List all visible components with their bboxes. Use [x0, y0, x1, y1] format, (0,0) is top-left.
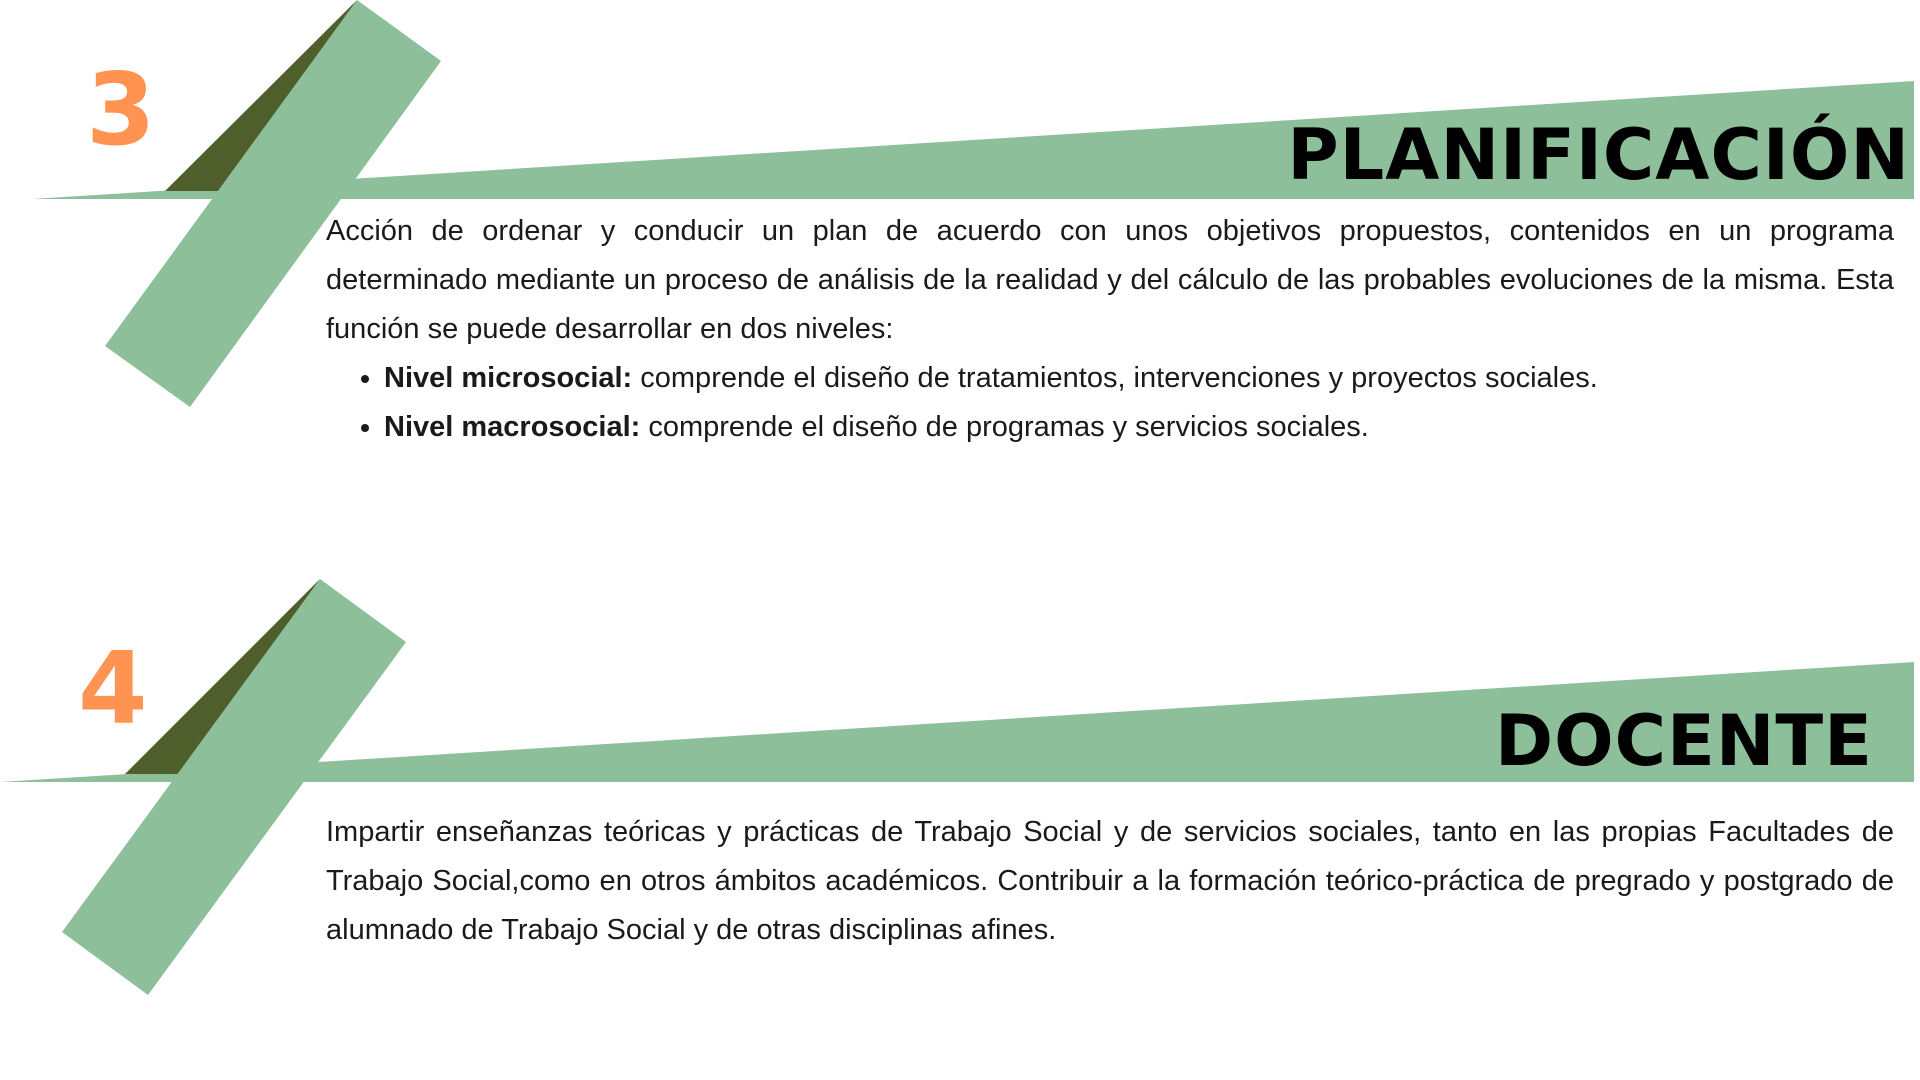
bullet-text: comprende el diseño de programas y servicios sociales.: [640, 411, 1369, 443]
section-number: 4: [78, 630, 148, 747]
bullet-term: Nivel microsocial:: [384, 362, 633, 394]
list-item: [384, 403, 1894, 452]
section-number: 3: [86, 51, 156, 168]
section-title: PLANIFICACIÓN: [1287, 114, 1910, 196]
list-item: [384, 354, 1894, 403]
levels-list: [326, 354, 1894, 452]
bullet-term: Nivel macrosocial:: [384, 411, 641, 443]
section-body: [326, 207, 1894, 452]
bullet-text: comprende el diseño de tratamientos, intervenciones y proyectos sociales.: [632, 362, 1598, 394]
section-paragraph: Impartir enseñanzas teóricas y prácticas de Trabajo Social y de servicios sociales, tanto en las propias Facultades de Trabajo Social,como en otros ámbitos académicos. Contribuir a la formación teórico-práctica de pregrado y postgrado de alumnado de Trabajo Social y de otras disciplinas afines.: [326, 816, 1894, 946]
section-paragraph: Acción de ordenar y conducir un plan de acuerdo con unos objetivos propuestos, contenidos en un programa determinado mediante un proceso de análisis de la realidad y del cálculo de las probables evoluciones de la misma. Esta función se puede desarrollar en dos niveles:: [326, 215, 1894, 345]
section-body: [326, 808, 1894, 955]
section-title: DOCENTE: [1495, 700, 1873, 782]
